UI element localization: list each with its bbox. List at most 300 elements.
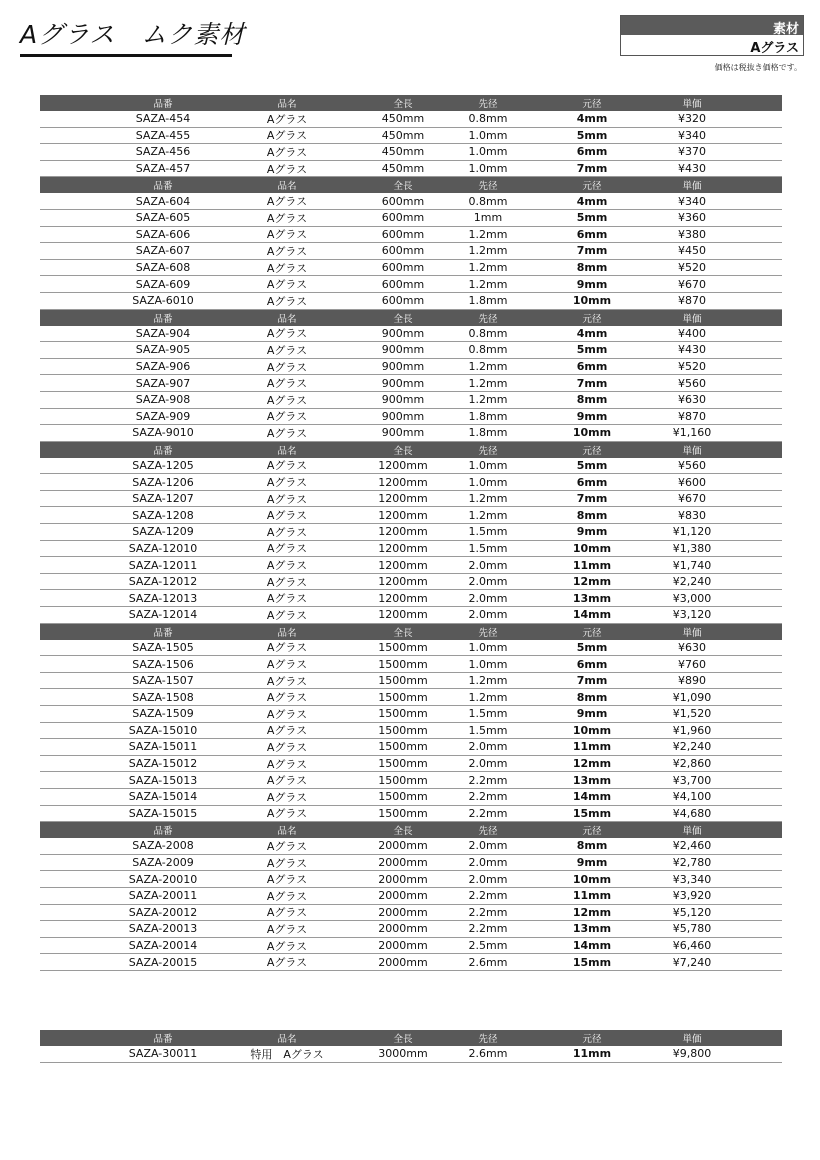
cell-base-diameter: 13mm xyxy=(572,773,612,787)
cell-base-diameter: 14mm xyxy=(572,608,612,622)
cell-name: Aグラス xyxy=(266,195,308,209)
table-row xyxy=(40,1046,782,1063)
table-row xyxy=(40,938,782,955)
cell-name: Aグラス xyxy=(266,459,308,473)
category-label: 素材 xyxy=(621,16,803,35)
cell-length: 900mm xyxy=(381,393,425,407)
cell-price: ¥2,780 xyxy=(672,856,712,870)
cell-base-diameter: 11mm xyxy=(572,558,612,572)
header-price: 単価 xyxy=(682,445,702,457)
cell-name: Aグラス xyxy=(266,592,308,606)
cell-base-diameter: 5mm xyxy=(576,640,608,654)
cell-price: ¥1,380 xyxy=(672,541,712,555)
header-base-diameter: 元径 xyxy=(582,99,602,110)
cell-name: Aグラス xyxy=(266,691,308,705)
cell-code: SAZA-1206 xyxy=(132,475,194,489)
cell-code: SAZA-20014 xyxy=(128,939,198,953)
cell-base-diameter: 14mm xyxy=(572,790,612,804)
header-length: 全長 xyxy=(393,181,413,193)
header-base-diameter: 元径 xyxy=(582,445,602,457)
table-row xyxy=(40,524,782,541)
cell-price: ¥520 xyxy=(678,360,706,374)
table-row xyxy=(40,756,782,773)
cell-name: Aグラス xyxy=(266,608,308,622)
cell-tip-diameter: 2.2mm xyxy=(468,889,508,903)
cell-length: 1500mm xyxy=(378,640,428,654)
cell-name: Aグラス xyxy=(266,294,308,308)
cell-base-diameter: 9mm xyxy=(576,277,608,291)
cell-price: ¥430 xyxy=(678,343,706,357)
cell-name: Aグラス xyxy=(266,476,308,490)
cell-code: SAZA-20015 xyxy=(128,955,198,969)
cell-base-diameter: 10mm xyxy=(572,872,612,886)
table-header xyxy=(40,177,782,193)
cell-price: ¥1,160 xyxy=(672,426,712,440)
cell-name: Aグラス xyxy=(266,426,308,440)
cell-length: 900mm xyxy=(381,326,425,340)
cell-base-diameter: 14mm xyxy=(572,939,612,953)
cell-base-diameter: 8mm xyxy=(576,261,608,275)
cell-tip-diameter: 1.2mm xyxy=(468,674,508,688)
cell-price: ¥870 xyxy=(678,409,706,423)
cell-tip-diameter: 1.0mm xyxy=(468,657,508,671)
cell-code: SAZA-1205 xyxy=(132,458,194,472)
cell-code: SAZA-12011 xyxy=(128,558,198,572)
cell-name: Aグラス xyxy=(266,807,308,821)
cell-price: ¥630 xyxy=(678,393,706,407)
cell-base-diameter: 7mm xyxy=(576,674,608,688)
header-code: 品番 xyxy=(153,445,173,457)
cell-length: 600mm xyxy=(381,277,425,291)
cell-code: SAZA-605 xyxy=(135,211,191,225)
header-code: 品番 xyxy=(153,826,173,838)
cell-name: Aグラス xyxy=(266,278,308,292)
cell-length: 3000mm xyxy=(378,1047,428,1061)
cell-tip-diameter: 2.0mm xyxy=(468,608,508,622)
cell-length: 450mm xyxy=(381,112,425,126)
cell-tip-diameter: 2.2mm xyxy=(468,773,508,787)
table-row xyxy=(40,507,782,524)
cell-price: ¥3,340 xyxy=(672,872,712,886)
cell-length: 900mm xyxy=(381,376,425,390)
cell-name: Aグラス xyxy=(266,839,308,853)
table-row xyxy=(40,574,782,591)
cell-code: SAZA-2008 xyxy=(132,839,194,853)
table-row xyxy=(40,260,782,277)
cell-length: 450mm xyxy=(381,162,425,176)
cell-price: ¥360 xyxy=(678,211,706,225)
cell-code: SAZA-15011 xyxy=(128,740,198,754)
cell-code: SAZA-908 xyxy=(135,393,191,407)
page-title: Aグラス ムク素材 xyxy=(20,20,246,49)
cell-name: Aグラス xyxy=(266,129,308,143)
cell-code: SAZA-608 xyxy=(135,261,191,275)
cell-code: SAZA-609 xyxy=(135,277,191,291)
cell-code: SAZA-6010 xyxy=(132,294,194,308)
cell-name: Aグラス xyxy=(266,542,308,556)
table-row xyxy=(40,706,782,723)
cell-base-diameter: 7mm xyxy=(576,244,608,258)
cell-price: ¥6,460 xyxy=(672,939,712,953)
cell-code: SAZA-1505 xyxy=(132,640,194,654)
cell-length: 1500mm xyxy=(378,757,428,771)
cell-base-diameter: 6mm xyxy=(576,360,608,374)
cell-tip-diameter: 1.2mm xyxy=(468,277,508,291)
cell-length: 2000mm xyxy=(378,955,428,969)
header-base-diameter: 元径 xyxy=(582,627,602,639)
cell-price: ¥4,100 xyxy=(672,790,712,804)
cell-price: ¥5,120 xyxy=(672,905,712,919)
cell-code: SAZA-454 xyxy=(135,112,191,126)
table-row xyxy=(40,375,782,392)
cell-base-diameter: 5mm xyxy=(576,458,608,472)
cell-tip-diameter: 2.0mm xyxy=(468,872,508,886)
cell-length: 1500mm xyxy=(378,723,428,737)
cell-price: ¥560 xyxy=(678,376,706,390)
table-row xyxy=(40,673,782,690)
table-row xyxy=(40,838,782,855)
table-row xyxy=(40,557,782,574)
cell-length: 1500mm xyxy=(378,806,428,820)
cell-price: ¥2,460 xyxy=(672,839,712,853)
cell-length: 1500mm xyxy=(378,707,428,721)
table-row xyxy=(40,342,782,359)
cell-code: SAZA-607 xyxy=(135,244,191,258)
header-length: 全長 xyxy=(393,313,413,325)
cell-tip-diameter: 1.2mm xyxy=(468,508,508,522)
cell-tip-diameter: 1.2mm xyxy=(468,261,508,275)
cell-name: Aグラス xyxy=(266,112,308,126)
cell-length: 1200mm xyxy=(378,575,428,589)
cell-name: Aグラス xyxy=(266,393,308,407)
cell-name: Aグラス xyxy=(266,956,308,970)
header-tip-diameter: 先径 xyxy=(478,99,498,110)
cell-price: ¥370 xyxy=(678,145,706,159)
table-row xyxy=(40,474,782,491)
cell-price: ¥600 xyxy=(678,475,706,489)
table-row xyxy=(40,871,782,888)
cell-name: Aグラス xyxy=(266,790,308,804)
cell-price: ¥870 xyxy=(678,294,706,308)
cell-tip-diameter: 1.5mm xyxy=(468,525,508,539)
cell-name: Aグラス xyxy=(266,873,308,887)
cell-tip-diameter: 0.8mm xyxy=(468,112,508,126)
category-value: Aグラス xyxy=(621,35,803,55)
table-row xyxy=(40,954,782,971)
cell-base-diameter: 5mm xyxy=(576,128,608,142)
cell-length: 1500mm xyxy=(378,690,428,704)
header-name: 品名 xyxy=(277,1034,297,1045)
cell-tip-diameter: 1.2mm xyxy=(468,393,508,407)
header-price: 単価 xyxy=(682,181,702,193)
cell-tip-diameter: 1.2mm xyxy=(468,376,508,390)
cell-base-diameter: 5mm xyxy=(576,343,608,357)
table-row xyxy=(40,739,782,756)
table-header xyxy=(40,1030,782,1046)
cell-base-diameter: 7mm xyxy=(576,492,608,506)
table-row xyxy=(40,293,782,310)
table-row xyxy=(40,640,782,657)
cell-price: ¥9,800 xyxy=(672,1047,712,1061)
cell-name: Aグラス xyxy=(266,360,308,374)
cell-code: SAZA-2009 xyxy=(132,856,194,870)
cell-name: Aグラス xyxy=(266,509,308,523)
cell-base-diameter: 11mm xyxy=(572,1047,612,1061)
cell-name: Aグラス xyxy=(266,244,308,258)
cell-length: 1200mm xyxy=(378,525,428,539)
header-name: 品名 xyxy=(277,313,297,325)
cell-tip-diameter: 1.2mm xyxy=(468,244,508,258)
cell-price: ¥340 xyxy=(678,128,706,142)
table-row xyxy=(40,789,782,806)
cell-base-diameter: 9mm xyxy=(576,525,608,539)
header-tip-diameter: 先径 xyxy=(478,181,498,193)
cell-code: SAZA-30011 xyxy=(128,1047,198,1061)
cell-length: 1200mm xyxy=(378,492,428,506)
cell-tip-diameter: 1.0mm xyxy=(468,640,508,654)
cell-tip-diameter: 2.2mm xyxy=(468,806,508,820)
cell-price: ¥7,240 xyxy=(672,955,712,969)
cell-price: ¥2,240 xyxy=(672,740,712,754)
header-code: 品番 xyxy=(153,181,173,193)
cell-code: SAZA-20013 xyxy=(128,922,198,936)
header-length: 全長 xyxy=(393,826,413,838)
cell-name: Aグラス xyxy=(266,740,308,754)
cell-name: Aグラス xyxy=(266,658,308,672)
cell-price: ¥430 xyxy=(678,162,706,176)
cell-code: SAZA-12010 xyxy=(128,541,198,555)
table-row xyxy=(40,326,782,343)
cell-base-diameter: 13mm xyxy=(572,922,612,936)
header-price: 単価 xyxy=(682,1034,702,1045)
table-row xyxy=(40,921,782,938)
cell-length: 2000mm xyxy=(378,922,428,936)
cell-base-diameter: 12mm xyxy=(572,905,612,919)
cell-code: SAZA-15015 xyxy=(128,806,198,820)
cell-base-diameter: 10mm xyxy=(572,723,612,737)
header-tip-diameter: 先径 xyxy=(478,313,498,325)
cell-price: ¥320 xyxy=(678,112,706,126)
header-name: 品名 xyxy=(277,826,297,838)
cell-tip-diameter: 2.0mm xyxy=(468,558,508,572)
cell-tip-diameter: 1.0mm xyxy=(468,458,508,472)
cell-length: 2000mm xyxy=(378,856,428,870)
cell-tip-diameter: 2.0mm xyxy=(468,839,508,853)
cell-base-diameter: 6mm xyxy=(576,657,608,671)
cell-base-diameter: 12mm xyxy=(572,757,612,771)
cell-tip-diameter: 2.5mm xyxy=(468,939,508,953)
cell-base-diameter: 11mm xyxy=(572,740,612,754)
cell-length: 450mm xyxy=(381,128,425,142)
cell-length: 2000mm xyxy=(378,839,428,853)
cell-tip-diameter: 1.2mm xyxy=(468,227,508,241)
header-length: 全長 xyxy=(393,1034,413,1045)
cell-tip-diameter: 2.6mm xyxy=(468,1047,508,1061)
cell-tip-diameter: 1.2mm xyxy=(468,360,508,374)
table-row xyxy=(40,905,782,922)
cell-tip-diameter: 0.8mm xyxy=(468,194,508,208)
cell-price: ¥400 xyxy=(678,326,706,340)
cell-code: SAZA-906 xyxy=(135,360,191,374)
cell-name: Aグラス xyxy=(266,575,308,589)
cell-tip-diameter: 1.2mm xyxy=(468,492,508,506)
cell-code: SAZA-20011 xyxy=(128,889,198,903)
cell-name: Aグラス xyxy=(266,525,308,539)
cell-tip-diameter: 2.0mm xyxy=(468,591,508,605)
cell-code: SAZA-455 xyxy=(135,128,191,142)
cell-base-diameter: 7mm xyxy=(576,162,608,176)
cell-price: ¥450 xyxy=(678,244,706,258)
cell-price: ¥1,740 xyxy=(672,558,712,572)
title-underline xyxy=(20,54,232,57)
cell-length: 600mm xyxy=(381,294,425,308)
cell-price: ¥1,960 xyxy=(672,723,712,737)
cell-base-diameter: 5mm xyxy=(576,211,608,225)
cell-base-diameter: 4mm xyxy=(576,326,608,340)
cell-code: SAZA-15010 xyxy=(128,723,198,737)
cell-tip-diameter: 1.2mm xyxy=(468,690,508,704)
cell-length: 600mm xyxy=(381,194,425,208)
cell-price: ¥4,680 xyxy=(672,806,712,820)
cell-name: Aグラス xyxy=(266,492,308,506)
cell-price: ¥340 xyxy=(678,194,706,208)
cell-length: 2000mm xyxy=(378,889,428,903)
cell-base-diameter: 9mm xyxy=(576,409,608,423)
cell-name: Aグラス xyxy=(266,343,308,357)
cell-tip-diameter: 1.8mm xyxy=(468,426,508,440)
cell-base-diameter: 6mm xyxy=(576,475,608,489)
header-base-diameter: 元径 xyxy=(582,1034,602,1045)
cell-code: SAZA-12013 xyxy=(128,591,198,605)
cell-price: ¥2,240 xyxy=(672,575,712,589)
cell-length: 600mm xyxy=(381,261,425,275)
cell-length: 900mm xyxy=(381,343,425,357)
price-table xyxy=(40,95,782,971)
cell-length: 1200mm xyxy=(378,608,428,622)
cell-length: 2000mm xyxy=(378,872,428,886)
header-tip-diameter: 先径 xyxy=(478,445,498,457)
cell-base-diameter: 12mm xyxy=(572,575,612,589)
table-row xyxy=(40,723,782,740)
table-row xyxy=(40,409,782,426)
header-price: 単価 xyxy=(682,313,702,325)
cell-base-diameter: 6mm xyxy=(576,145,608,159)
cell-base-diameter: 15mm xyxy=(572,955,612,969)
table-row xyxy=(40,227,782,244)
table-row xyxy=(40,161,782,178)
cell-code: SAZA-905 xyxy=(135,343,191,357)
table-row xyxy=(40,144,782,161)
table-row xyxy=(40,392,782,409)
cell-code: SAZA-1506 xyxy=(132,657,194,671)
header-price: 単価 xyxy=(682,99,702,110)
cell-name: Aグラス xyxy=(266,211,308,225)
table-row xyxy=(40,855,782,872)
cell-tip-diameter: 1.5mm xyxy=(468,723,508,737)
cell-code: SAZA-9010 xyxy=(132,426,194,440)
header-tip-diameter: 先径 xyxy=(478,627,498,639)
header-length: 全長 xyxy=(393,445,413,457)
cell-length: 1500mm xyxy=(378,657,428,671)
cell-tip-diameter: 1.8mm xyxy=(468,409,508,423)
cell-code: SAZA-15014 xyxy=(128,790,198,804)
cell-length: 2000mm xyxy=(378,939,428,953)
cell-name: Aグラス xyxy=(266,327,308,341)
cell-tip-diameter: 2.2mm xyxy=(468,905,508,919)
cell-price: ¥1,120 xyxy=(672,525,712,539)
header-name: 品名 xyxy=(277,445,297,457)
header-length: 全長 xyxy=(393,627,413,639)
header-tip-diameter: 先径 xyxy=(478,826,498,838)
table-header xyxy=(40,95,782,111)
cell-price: ¥5,780 xyxy=(672,922,712,936)
header-code: 品番 xyxy=(153,313,173,325)
header-price: 単価 xyxy=(682,627,702,639)
header-base-diameter: 元径 xyxy=(582,826,602,838)
cell-name: Aグラス xyxy=(266,939,308,953)
cell-length: 600mm xyxy=(381,227,425,241)
cell-name: 特用 Aグラス xyxy=(250,1047,324,1061)
cell-name: Aグラス xyxy=(266,162,308,176)
cell-length: 1200mm xyxy=(378,508,428,522)
cell-length: 1500mm xyxy=(378,740,428,754)
header-code: 品番 xyxy=(153,1034,173,1045)
cell-name: Aグラス xyxy=(266,228,308,242)
cell-tip-diameter: 0.8mm xyxy=(468,326,508,340)
cell-base-diameter: 8mm xyxy=(576,690,608,704)
header-length: 全長 xyxy=(393,99,413,110)
cell-length: 1500mm xyxy=(378,674,428,688)
cell-price: ¥670 xyxy=(678,492,706,506)
table-row xyxy=(40,590,782,607)
cell-tip-diameter: 1.0mm xyxy=(468,475,508,489)
cell-price: ¥1,090 xyxy=(672,690,712,704)
special-price-table xyxy=(40,1030,782,1063)
cell-tip-diameter: 1.5mm xyxy=(468,541,508,555)
cell-price: ¥670 xyxy=(678,277,706,291)
cell-length: 1500mm xyxy=(378,790,428,804)
table-row xyxy=(40,458,782,475)
cell-price: ¥3,700 xyxy=(672,773,712,787)
cell-price: ¥3,120 xyxy=(672,608,712,622)
cell-length: 450mm xyxy=(381,145,425,159)
cell-tip-diameter: 2.6mm xyxy=(468,955,508,969)
cell-price: ¥3,920 xyxy=(672,889,712,903)
cell-length: 900mm xyxy=(381,426,425,440)
cell-name: Aグラス xyxy=(266,674,308,688)
cell-code: SAZA-1509 xyxy=(132,707,194,721)
table-header xyxy=(40,624,782,640)
cell-name: Aグラス xyxy=(266,724,308,738)
cell-name: Aグラス xyxy=(266,774,308,788)
cell-name: Aグラス xyxy=(266,757,308,771)
table-row xyxy=(40,656,782,673)
table-row xyxy=(40,276,782,293)
cell-length: 1500mm xyxy=(378,773,428,787)
table-header xyxy=(40,822,782,838)
cell-code: SAZA-904 xyxy=(135,326,191,340)
header-base-diameter: 元径 xyxy=(582,313,602,325)
cell-price: ¥520 xyxy=(678,261,706,275)
cell-base-diameter: 6mm xyxy=(576,227,608,241)
cell-code: SAZA-1507 xyxy=(132,674,194,688)
cell-length: 1200mm xyxy=(378,458,428,472)
header-price: 単価 xyxy=(682,826,702,838)
cell-tip-diameter: 2.2mm xyxy=(468,922,508,936)
cell-base-diameter: 7mm xyxy=(576,376,608,390)
cell-code: SAZA-909 xyxy=(135,409,191,423)
cell-base-diameter: 9mm xyxy=(576,707,608,721)
